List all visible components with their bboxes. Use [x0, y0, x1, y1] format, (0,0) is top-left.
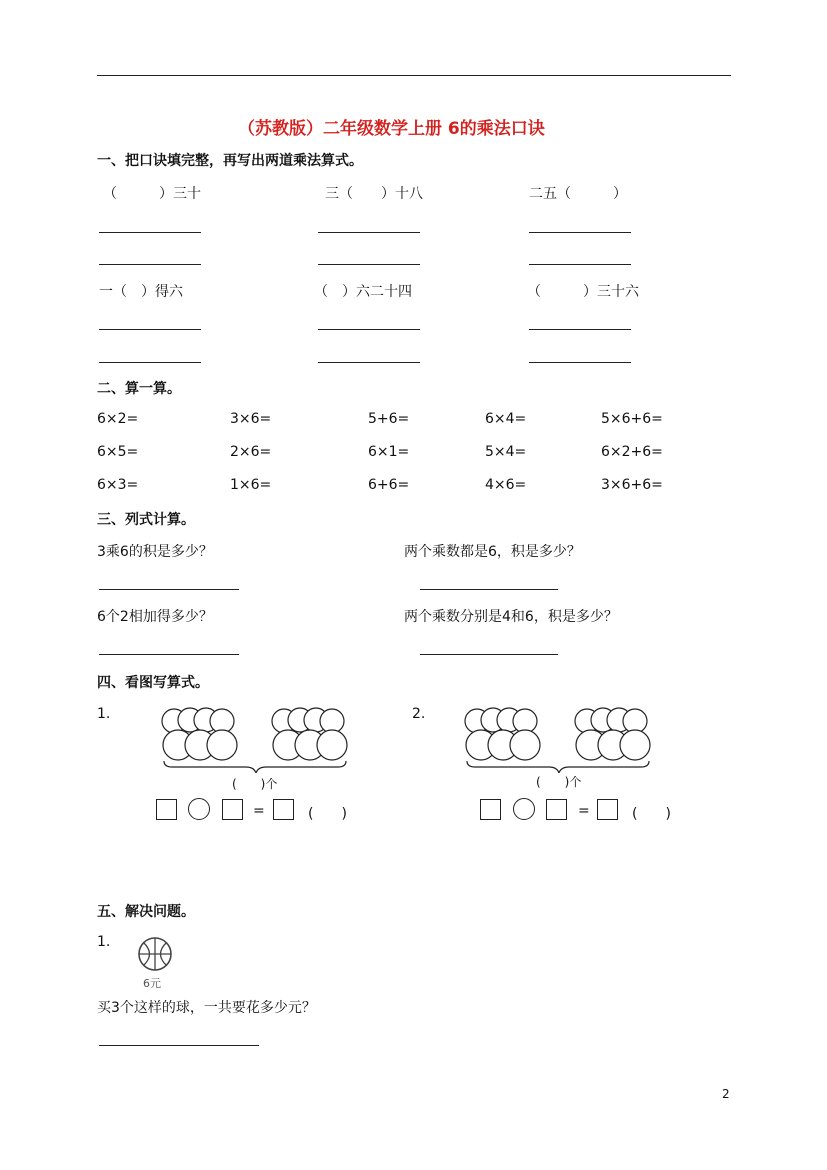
brace [467, 761, 649, 773]
price-label: 6元 [143, 977, 161, 990]
peach-group-right [272, 708, 347, 760]
section-5-heading: 五、解决问题。 [97, 904, 195, 920]
calc-item: 5+6= [368, 411, 410, 427]
calc-item: 2×6= [230, 444, 272, 460]
answer-line[interactable] [420, 589, 558, 590]
answer-line[interactable] [529, 329, 631, 330]
rhyme-6: （ ）三十六 [527, 284, 639, 300]
answer-box[interactable] [222, 799, 243, 820]
question: 3乘6的积是多少？ [97, 544, 213, 560]
calc-item: 6×2= [97, 411, 139, 427]
answer-line[interactable] [99, 589, 239, 590]
rhyme-1: （ ）三十 [103, 186, 201, 202]
calc-item: 3×6+6= [601, 477, 663, 493]
peach-group-right [575, 708, 650, 760]
question: 两个乘数都是6，积是多少？ [404, 544, 581, 560]
peach-group-illustration [461, 703, 655, 773]
brace [164, 761, 346, 773]
answer-line[interactable] [318, 329, 420, 330]
answer-line[interactable] [529, 264, 631, 265]
calc-item: 1×6= [230, 477, 272, 493]
item-number: 1. [97, 706, 111, 722]
peach-group-illustration [158, 703, 352, 773]
answer-line[interactable] [529, 232, 631, 233]
item-number: 1. [97, 934, 111, 950]
equals-sign: = [253, 803, 265, 819]
answer-paren: ( ) [308, 806, 347, 822]
answer-line[interactable] [99, 1045, 259, 1046]
section-2-heading: 二、算一算。 [97, 381, 181, 397]
rhyme-5: （ ）六二十四 [314, 284, 412, 300]
answer-line[interactable] [420, 654, 558, 655]
answer-line[interactable] [99, 362, 201, 363]
answer-box[interactable] [546, 799, 567, 820]
answer-paren: ( ) [632, 806, 671, 822]
section-3-heading: 三、列式计算。 [97, 512, 195, 528]
answer-line[interactable] [99, 329, 201, 330]
question: 两个乘数分别是4和6，积是多少？ [404, 609, 618, 625]
calc-item: 5×4= [485, 444, 527, 460]
calc-item: 5×6+6= [601, 411, 663, 427]
answer-box[interactable] [156, 799, 177, 820]
calc-item: 3×6= [230, 411, 272, 427]
answer-line[interactable] [318, 362, 420, 363]
answer-line[interactable] [99, 264, 201, 265]
page-title: （苏教版）二年级数学上册 6的乘法口诀 [238, 119, 545, 139]
answer-line[interactable] [99, 232, 201, 233]
calc-item: 6+6= [368, 477, 410, 493]
section-4-heading: 四、看图写算式。 [97, 675, 209, 691]
peach-group-left [465, 708, 540, 760]
calc-item: 6×4= [485, 411, 527, 427]
brace-label: ( )个 [536, 775, 582, 789]
calc-item: 4×6= [485, 477, 527, 493]
answer-box[interactable] [597, 799, 618, 820]
rhyme-4: 一（ ）得六 [99, 284, 183, 300]
basketball-icon [136, 935, 176, 975]
rhyme-2: 三（ ）十八 [325, 186, 423, 202]
calc-item: 6×2+6= [601, 444, 663, 460]
calc-item: 6×1= [368, 444, 410, 460]
answer-line[interactable] [529, 362, 631, 363]
item-number: 2. [412, 706, 426, 722]
operator-circle[interactable] [513, 798, 535, 820]
peach-group-left [162, 708, 237, 760]
operator-circle[interactable] [188, 798, 210, 820]
answer-line[interactable] [99, 654, 239, 655]
question: 买3个这样的球，一共要花多少元？ [97, 1000, 316, 1016]
answer-line[interactable] [318, 264, 420, 265]
brace-label: ( )个 [232, 777, 278, 791]
page-number: 2 [722, 1087, 730, 1101]
answer-line[interactable] [318, 232, 420, 233]
header-rule [97, 75, 731, 76]
answer-box[interactable] [480, 799, 501, 820]
rhyme-3: 二五（ ） [529, 186, 627, 202]
calc-item: 6×3= [97, 477, 139, 493]
equals-sign: = [578, 803, 590, 819]
answer-box[interactable] [273, 799, 294, 820]
question: 6个2相加得多少？ [97, 609, 213, 625]
section-1-heading: 一、把口诀填完整，再写出两道乘法算式。 [97, 153, 363, 169]
calc-item: 6×5= [97, 444, 139, 460]
